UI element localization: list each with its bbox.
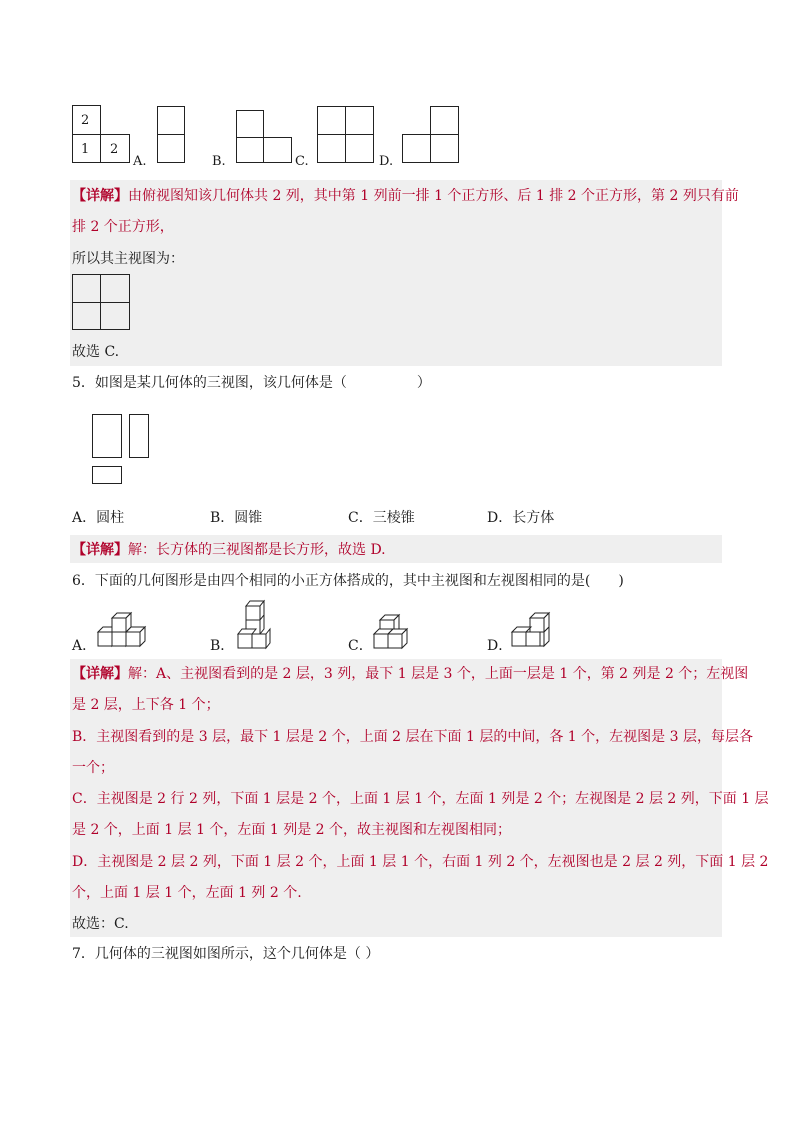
q6-detail-line6: 是 2 个，上面 1 层 1 个，左面 1 列是 2 个，故主视图和左视图相同； xyxy=(72,822,512,838)
grid-cell xyxy=(430,106,459,135)
grid-cell xyxy=(263,137,292,163)
q5-option-a: A．圆柱 xyxy=(72,510,125,526)
q6-option-d-cubes xyxy=(510,606,556,648)
q4-option-d-label: D. xyxy=(379,154,394,169)
q4-option-b-label: B. xyxy=(212,154,226,169)
q5-option-c: C．三棱锥 xyxy=(348,510,415,526)
detail-text: 解：长方体的三视图都是长方形，故选 D. xyxy=(128,542,386,558)
q4-option-c-label: C. xyxy=(295,154,309,169)
q6-conclusion: 故选：C. xyxy=(72,916,129,932)
grid-cell xyxy=(345,106,374,135)
q6-option-c-label: C． xyxy=(348,638,373,654)
grid-cell xyxy=(100,274,130,303)
grid-cell xyxy=(402,134,431,163)
detail-label: 【详解】 xyxy=(72,542,128,558)
q5-detail-line xyxy=(72,540,386,560)
q6-option-c-cubes xyxy=(372,610,418,650)
grid-cell xyxy=(345,134,374,163)
detail-text: 由俯视图知该几何体共 2 列，其中第 1 列前一排 1 个正方形、后 1 排 2 个正方形，第 2 列只有前 xyxy=(128,188,739,204)
q4-detail-line1 xyxy=(72,186,739,206)
q6-detail-line5: C．主视图是 2 行 2 列，下面 1 层是 2 个，上面 1 层 1 个，左面 1 列是 2 个；左视图是 2 层 2 列，下面 1 层 xyxy=(72,791,769,807)
q6-option-d-label: D． xyxy=(487,638,513,654)
grid-cell xyxy=(236,110,264,138)
top-view-number: 1 xyxy=(81,142,90,157)
grid-cell xyxy=(72,302,101,330)
q4-option-a-label: A. xyxy=(133,154,147,169)
q5-option-d: D．长方体 xyxy=(487,510,555,526)
top-view-number: 2 xyxy=(81,113,90,128)
top-view-rect xyxy=(92,466,122,484)
grid-cell xyxy=(157,106,185,135)
q6-option-b-label: B． xyxy=(210,638,235,654)
grid-cell xyxy=(317,106,346,135)
q4-conclusion: 故选 C. xyxy=(72,344,120,360)
detail-text: 解：A、主视图看到的是 2 层，3 列，最下 1 层是 3 个，上面一层是 1 个，第 2 列是 2 个；左视图 xyxy=(128,666,749,682)
q6-question: 6．下面的几何图形是由四个相同的小正方体搭成的，其中主视图和左视图相同的是( ) xyxy=(72,573,624,589)
detail-label: 【详解】 xyxy=(72,188,128,204)
q6-detail-line1 xyxy=(72,664,748,684)
detail-label: 【详解】 xyxy=(72,666,128,682)
q6-detail-line8: 个，上面 1 层 1 个，左面 1 列 2 个. xyxy=(72,885,302,901)
q6-detail-line4: 一个； xyxy=(72,760,114,776)
front-view-rect xyxy=(92,414,122,458)
q6-option-a-label: A． xyxy=(72,638,97,654)
grid-cell xyxy=(157,134,185,163)
q4-detail-block xyxy=(70,180,722,366)
q6-detail-line7: D．主视图是 2 层 2 列，下面 1 层 2 个，上面 1 层 1 个，右面 1 列 2 个，左视图也是 2 层 2 列，下面 1 层 2 xyxy=(72,854,769,870)
grid-cell xyxy=(430,134,459,163)
grid-cell xyxy=(100,302,130,330)
q4-detail-line2: 排 2 个正方形， xyxy=(72,219,174,235)
q6-detail-line2: 是 2 层，上下各 1 个； xyxy=(72,697,220,713)
q4-detail-line3: 所以其主视图为： xyxy=(72,251,184,267)
grid-cell xyxy=(317,134,346,163)
q5-option-b: B．圆锥 xyxy=(210,510,263,526)
side-view-rect xyxy=(129,414,149,458)
q6-detail-line3: B．主视图看到的是 3 层，最下 1 层是 2 个，上面 2 层在下面 1 层的中间，各 1 个，左视图是 3 层，每层各 xyxy=(72,729,753,745)
grid-cell xyxy=(236,137,264,163)
q7-question: 7．几何体的三视图如图所示，这个几何体是（ ） xyxy=(72,946,380,962)
q6-option-a-cubes xyxy=(96,608,156,648)
q6-option-b-cubes xyxy=(236,598,276,650)
q5-question: 5．如图是某几何体的三视图，该几何体是（ ） xyxy=(72,375,431,391)
grid-cell xyxy=(72,274,101,303)
top-view-number: 2 xyxy=(110,142,119,157)
